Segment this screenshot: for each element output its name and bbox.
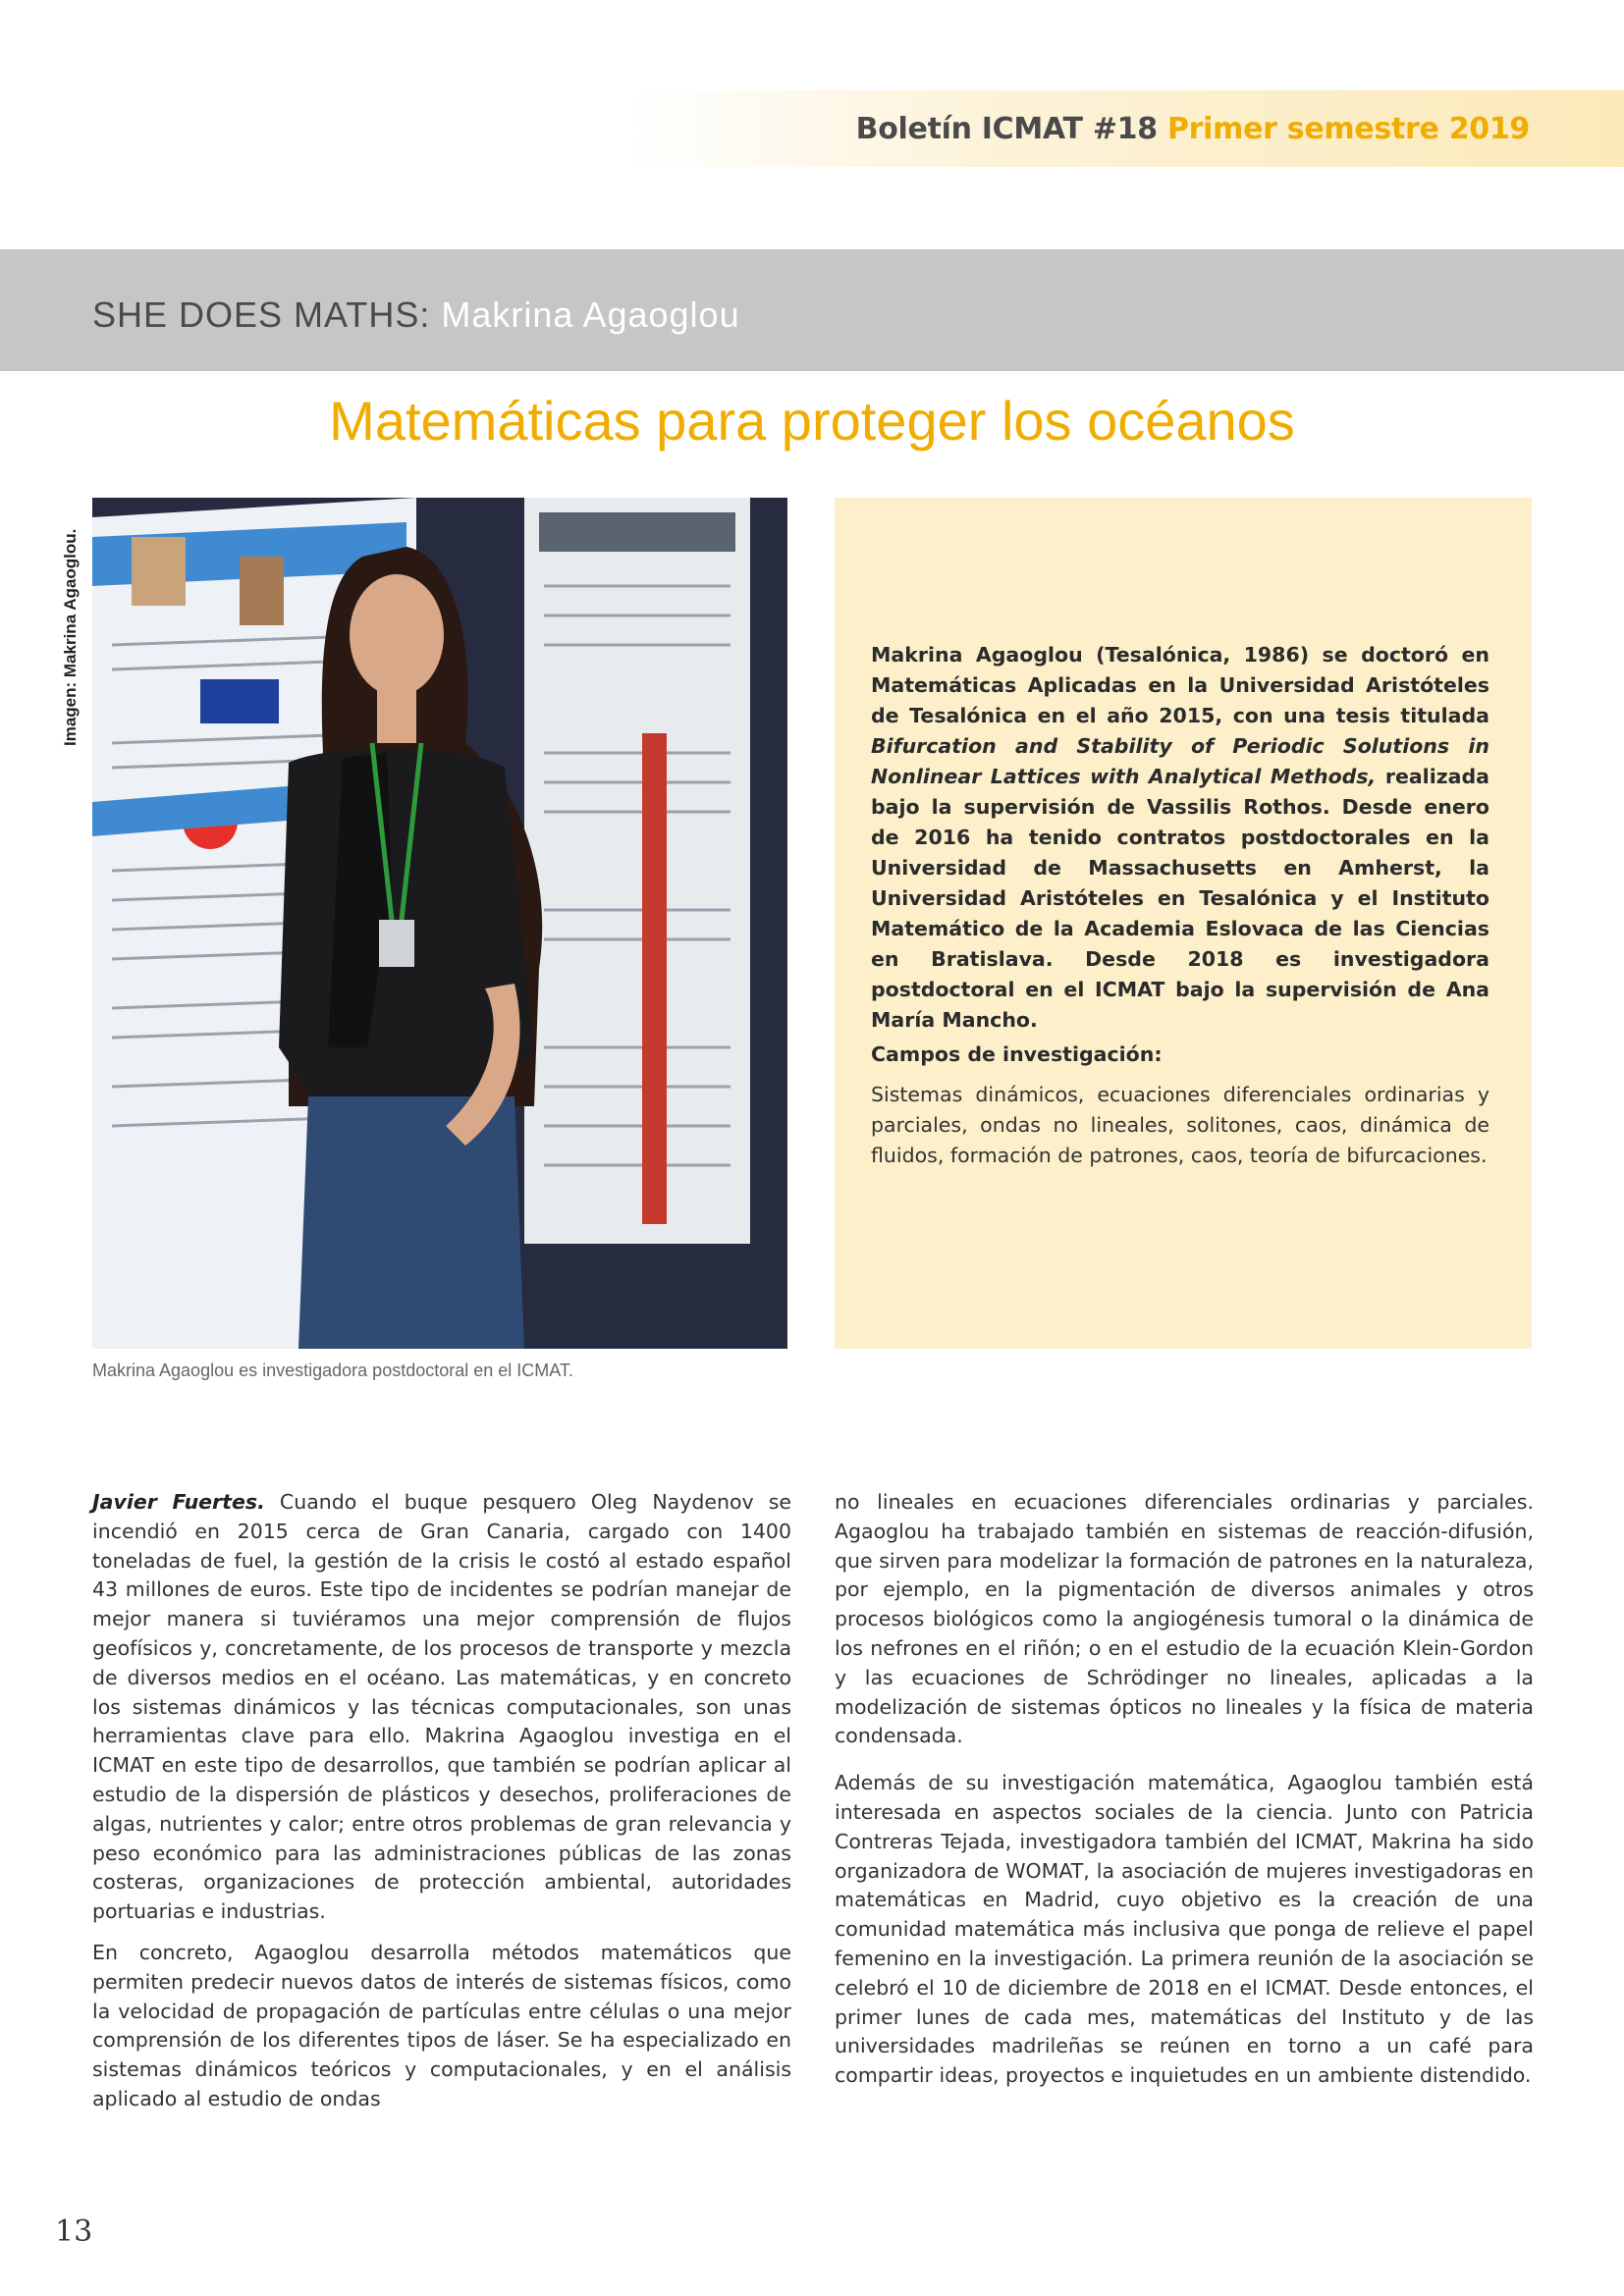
article-paragraph-1 bbox=[92, 1488, 791, 1927]
paragraph-1-text: Cuando el buque pesquero Oleg Naydenov se incendió en 2015 cerca de Gran Canaria, cargado con 1400 toneladas de fuel, la gestión de la crisis le costó al estado español 43 millones de euros. Este tipo de incidentes se podrían manejar de mejor manera si tuviéramos una mejor comprensión de flujos geofísicos y, concretamente, de los procesos de transporte y mezcla de diversos medios en el océano. Las matemáticas, y en concreto los sistemas dinámicos y las técnicas computacionales, son unas herramientas clave para ello. Makrina Agaoglou investiga en el ICMAT en este tipo de desarrollos, que también se podrían aplicar al estudio de la dispersión de plásticos y desechos, proliferaciones de algas, nutrientes y calor; entre otros problemas de gran relevancia y peso económico para las administraciones públicas de las zonas costeras, organizaciones de protección ambiental, autoridades portuarias e industrias. bbox=[92, 1490, 792, 1924]
article-paragraph-2-part-a: En concreto, Agaoglou desarrolla métodos matemáticos que permiten predecir nuevos datos de interés de sistemas físicos, como la velocidad de propagación de partículas entre células o una mejor comprensión de los diferentes tipos de láser. Se ha especializado en sistemas dinámicos teóricos y computacionales, y en el análisis aplicado al estudio de ondas bbox=[92, 1941, 791, 2110]
section-title bbox=[92, 294, 740, 336]
article-title: Matemáticas para proteger los océanos bbox=[329, 390, 1295, 452]
research-heading: Campos de investigación: bbox=[871, 1042, 1163, 1066]
article-author: Javier Fuertes. bbox=[92, 1490, 265, 1514]
article-column-left-2 bbox=[92, 1939, 791, 2132]
portrait-illustration bbox=[92, 498, 787, 1349]
bio-text bbox=[871, 640, 1489, 1036]
publication-name: Boletín ICMAT #18 bbox=[855, 112, 1158, 146]
research-fields: Sistemas dinámicos, ecuaciones diferenciales ordinarias y parciales, ondas no lineales, solitones, caos, dinámica de fluidos, formación de patrones, caos, teoría de bifurcaciones. bbox=[871, 1083, 1489, 1167]
article-column-right bbox=[835, 1488, 1534, 2109]
section-name: Makrina Agaoglou bbox=[441, 294, 740, 335]
article-column-left bbox=[92, 1488, 791, 1945]
bio-intro: Makrina Agaoglou (Tesalónica, 1986) se doctoró en Matemáticas Aplicadas en la Universidad Aristóteles de Tesalónica en el año 2015, con una tesis titulada bbox=[871, 643, 1489, 727]
article-paragraph-3: Además de su investigación matemática, Agaoglou también está interesada en aspectos sociales de la ciencia. Junto con Patricia Contreras Tejada, investigadora también del ICMAT, Makrina ha sido organizadora de WOMAT, la asociación de mujeres investigadoras en matemáticas en Madrid, cuyo objetivo es la creación de una comunidad matemática más inclusiva que ponga de relieve el papel femenino en la investigación. La primera reunión de la asociación se celebró el 10 de diciembre de 2018 en el ICMAT. Desde entonces, el primer lunes de cada mes, matemáticas del Instituto y de las universidades madrileñas se reúnen en torno a un café para compartir ideas, proyectos e inquietudes en un ambiente distendido. bbox=[835, 1771, 1534, 2088]
section-label: SHE DOES MATHS: bbox=[92, 294, 431, 335]
portrait-photo bbox=[92, 498, 787, 1349]
publication-semester: Primer semestre 2019 bbox=[1166, 112, 1530, 146]
thesis-title: Bifurcation and Stability of Periodic Solutions in Nonlinear Lattices with Analytical Methods, bbox=[871, 734, 1489, 788]
page-number: 13 bbox=[55, 2215, 93, 2249]
article-paragraph-2-part-b: no lineales en ecuaciones diferenciales ordinarias y parciales. Agaoglou ha trabajado también en sistemas de reacción-difusión, que sirven para modelizar la formación de patrones en la naturaleza, por ejemplo, en la pigmentación de diversos animales y otros procesos biológicos como la angiogénesis tumoral o la dinámica de los nefrones en el riñón; o en el estudio de la ecuación Klein-Gordon y las ecuaciones de Schrödinger no lineales, aplicadas a la modelización de sistemas ópticos no lineales y la física de materia condensada. bbox=[835, 1490, 1534, 1748]
running-header bbox=[856, 112, 1530, 146]
photo-credit: Imagen: Makrina Agaoglou. bbox=[61, 528, 80, 746]
bio-rest: realizada bajo la supervisión de Vassilis Rothos. Desde enero de 2016 ha tenido contratos postdoctorales en la Universidad de Massachusetts en Amherst, la Universidad Aristóteles en Tesalónica y el Instituto Matemático de la Academia Eslovaca de las Ciencias en Bratislava. Desde 2018 es investigadora postdoctoral en el ICMAT bajo la supervisión de Ana María Mancho. bbox=[871, 765, 1490, 1032]
photo-caption: Makrina Agaoglou es investigadora postdoctoral en el ICMAT. bbox=[92, 1361, 573, 1380]
